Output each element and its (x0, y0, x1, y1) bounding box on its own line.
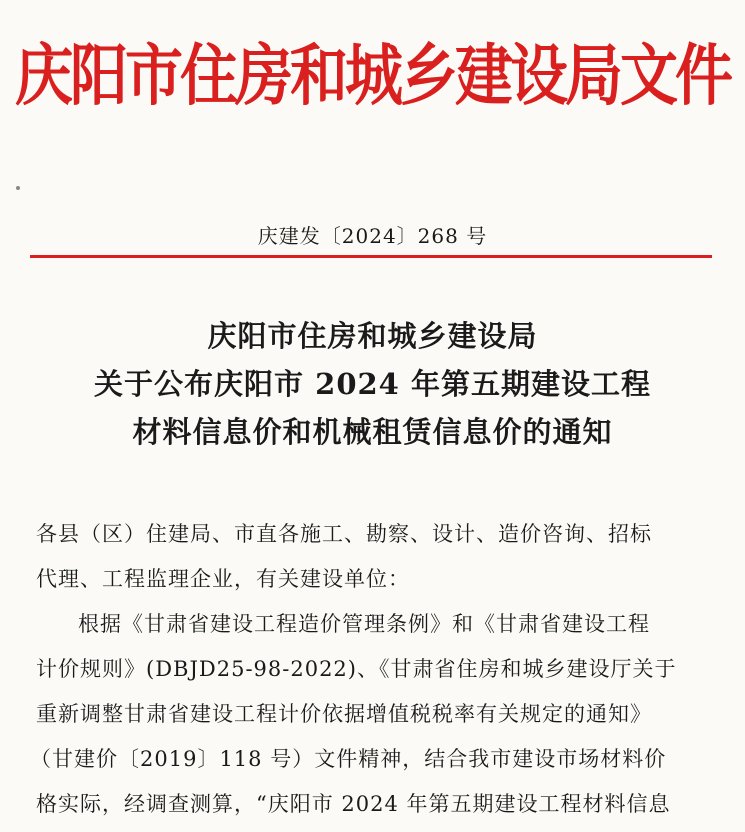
body-paragraph-line-2: 计价规则》(DBJD25-98-2022)、《甘肃省住房和城乡建设厅关于 (36, 657, 677, 681)
notice-title-line-1: 庆阳市住房和城乡建设局 (207, 319, 538, 353)
document-number: 庆建发〔2024〕268 号 (257, 224, 488, 248)
letterhead-title: 庆阳市住房和城乡建设局文件 (14, 36, 730, 115)
red-divider-line (30, 255, 712, 258)
notice-title-line-2: 关于公布庆阳市 2024 年第五期建设工程 (94, 367, 651, 401)
body-paragraph-line-4: （甘建价〔2019〕118 号）文件精神，结合我市建设市场材料价 (30, 747, 667, 771)
addressee-line-2: 代理、工程监理企业，有关建设单位： (36, 567, 410, 591)
body-paragraph-line-1: 根据《甘肃省建设工程造价管理条例》和《甘肃省建设工程 (78, 612, 650, 636)
body-paragraph-line-5: 格实际，经调查测算，“庆阳市 2024 年第五期建设工程材料信息 (36, 792, 671, 816)
body-paragraph-line-3: 重新调整甘肃省建设工程计价依据增值税税率有关规定的通知》 (36, 702, 652, 726)
addressee-line-1: 各县（区）住建局、市直各施工、勘察、设计、造价咨询、招标 (36, 522, 652, 546)
scan-mark (16, 186, 20, 190)
notice-title-line-3: 材料信息价和机械租赁信息价的通知 (132, 415, 613, 449)
